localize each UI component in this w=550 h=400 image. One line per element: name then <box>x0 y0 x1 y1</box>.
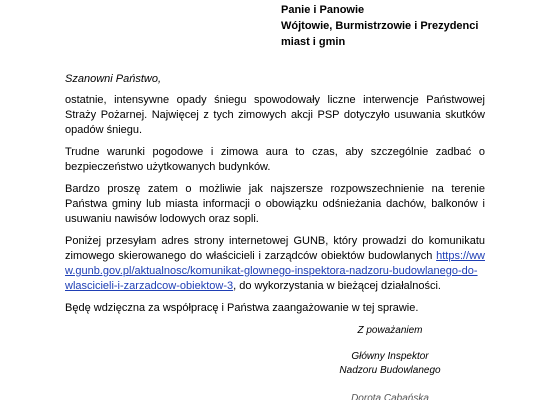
letter-body <box>65 72 485 323</box>
paragraph-2: Trudne warunki pogodowe i zimowa aura to czas, aby szczególnie zadbać o bezpieczeństwo użytkowanych budynków. <box>65 146 485 173</box>
recipient-line: miast i gmin <box>281 36 346 48</box>
paragraph-1: ostatnie, intensywne opady śniegu spowodowały liczne interwencje Państwowej Straży Pożarnej. Najwięcej z tych zimowych akcji PSP dotyczyło usuwania skutków opadów śniegu. <box>65 94 485 136</box>
salutation: Szanowni Państwo, <box>65 73 161 85</box>
signer-office: Nadzoru Budowlanego <box>339 365 441 376</box>
paragraph-4-suffix: , do wykorzystania w bieżącej działalności. <box>233 280 441 292</box>
paragraph-4 <box>65 234 485 294</box>
gunb-link[interactable]: https://www.gunb.gov.pl/aktualnosc/komunikat-glownego-inspektora-nadzoru-budowlanego-do-wlascicieli-i-zarzadcow-obiektow-3 <box>65 250 485 292</box>
paragraph-5: Będę wdzięczna za współpracę i Państwa zaangażowanie w tej sprawie. <box>65 302 419 314</box>
recipient-block <box>281 2 478 50</box>
paragraph-4-text: Poniżej przesyłam adres strony internetowej GUNB, który prowadzi do komunikatu zimowego skierowanego do właścicieli i zarządców obiektów budowlanych <box>65 235 485 262</box>
signer-title: Główny Inspektor <box>351 351 429 362</box>
paragraph-3: Bardzo proszę zatem o możliwie jak najszersze rozpowszechnienie na terenie Państwa gminy lub miasta informacji o obowiązku odśnieżania dachów, balkonów i usuwaniu nawisów lodowych oraz sopli. <box>65 183 485 225</box>
recipient-line: Panie i Panowie <box>281 4 365 16</box>
recipient-line: Wójtowie, Burmistrzowie i Prezydenci <box>281 20 479 32</box>
signature-block <box>330 324 450 400</box>
closing: Z poważaniem <box>357 325 423 336</box>
signer-name: Dorota Cabańska <box>351 393 429 400</box>
